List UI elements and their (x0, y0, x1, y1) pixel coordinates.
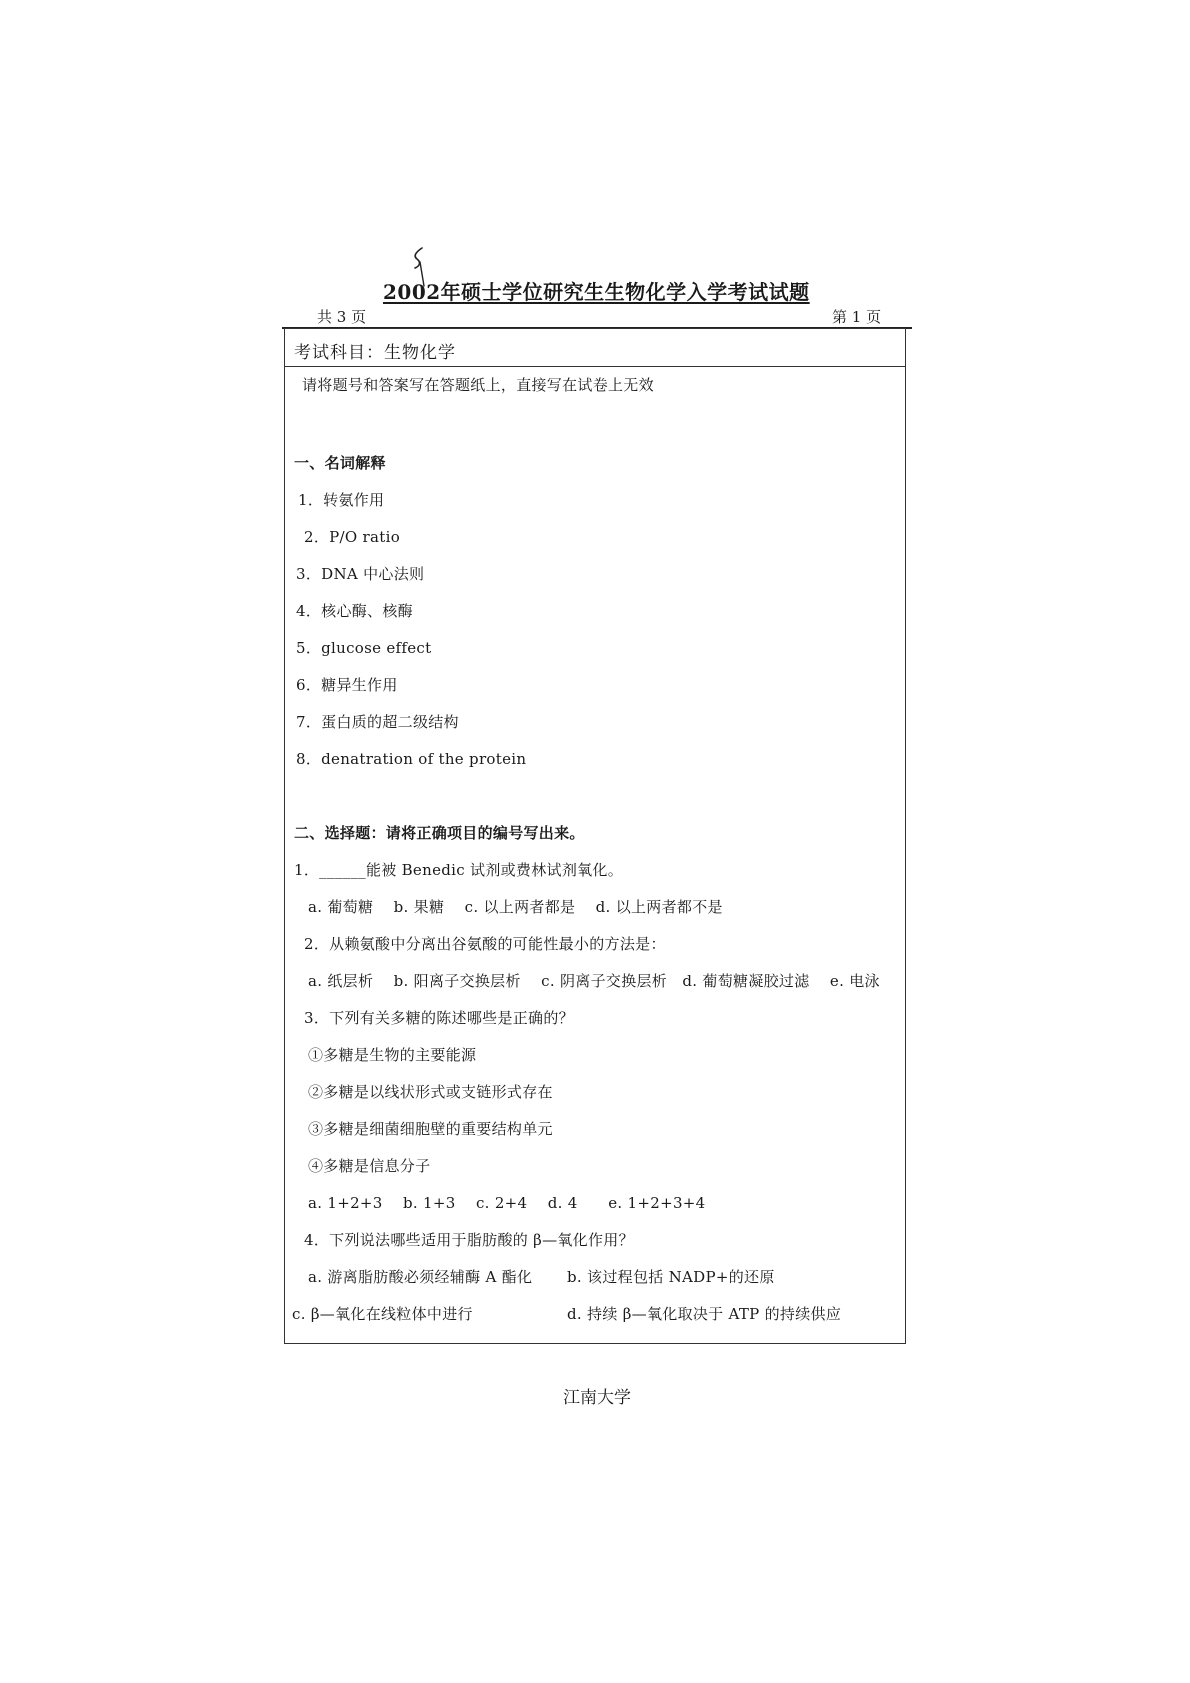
statement-line: ①多糖是生物的主要能源 (308, 1046, 477, 1064)
question-line: 3．下列有关多糖的陈述哪些是正确的？ (304, 1009, 574, 1027)
footer-institution: 江南大学 (563, 1388, 631, 1408)
exam-subject: 考试科目：生物化学 (294, 343, 456, 363)
statement-line: ②多糖是以线状形式或支链形式存在 (308, 1083, 553, 1101)
term-item: 5．glucose effect (296, 639, 432, 657)
term-item: 1．转氨作用 (298, 491, 385, 509)
term-item: 3．DNA 中心法则 (296, 565, 425, 583)
options-line: a. 1+2+3 b. 1+3 c. 2+4 d. 4 e. 1+2+3+4 (308, 1194, 706, 1212)
question-line: 2．从赖氨酸中分离出谷氨酸的可能性最小的方法是： (304, 935, 666, 953)
term-item: 8．denatration of the protein (296, 750, 527, 768)
subject-row (285, 329, 905, 367)
statement-line: ③多糖是细菌细胞壁的重要结构单元 (308, 1120, 553, 1138)
exam-title: 2002年硕士学位研究生生物化学入学考试试题 (383, 280, 810, 304)
term-item: 7．蛋白质的超二级结构 (296, 713, 459, 731)
exam-content-box (284, 328, 906, 1344)
option-item: b. 该过程包括 NADP+的还原 (567, 1268, 775, 1286)
page-number: 第 1 页 (832, 308, 882, 326)
term-item: 6．糖异生作用 (296, 676, 398, 694)
instruction-text: 请将题号和答案写在答题纸上，直接写在试卷上无效 (302, 376, 654, 394)
term-item: 4．核心酶、核酶 (296, 602, 413, 620)
section-heading-terms: 一、名词解释 (294, 454, 386, 472)
page-total: 共 3 页 (317, 308, 367, 326)
options-line: a. 葡萄糖 b. 果糖 c. 以上两者都是 d. 以上两者都不是 (308, 898, 723, 916)
option-item: a. 游离脂肪酸必须经辅酶 A 酯化 (308, 1268, 533, 1286)
question-line: 4．下列说法哪些适用于脂肪酸的 β—氧化作用？ (304, 1231, 634, 1249)
question-line: 1．______能被 Benedic 试剂或费林试剂氧化。 (294, 861, 624, 879)
options-line: a. 纸层析 b. 阳离子交换层析 c. 阴离子交换层析 d. 葡萄糖凝胶过滤 e. 电泳 (308, 972, 880, 990)
option-item: c. β—氧化在线粒体中进行 (292, 1305, 473, 1323)
term-item: 2．P/O ratio (304, 528, 401, 546)
option-item: d. 持续 β—氧化取决于 ATP 的持续供应 (567, 1305, 842, 1323)
section-heading-choice: 二、选择题：请将正确项目的编号写出来。 (294, 824, 585, 842)
statement-line: ④多糖是信息分子 (308, 1157, 431, 1175)
